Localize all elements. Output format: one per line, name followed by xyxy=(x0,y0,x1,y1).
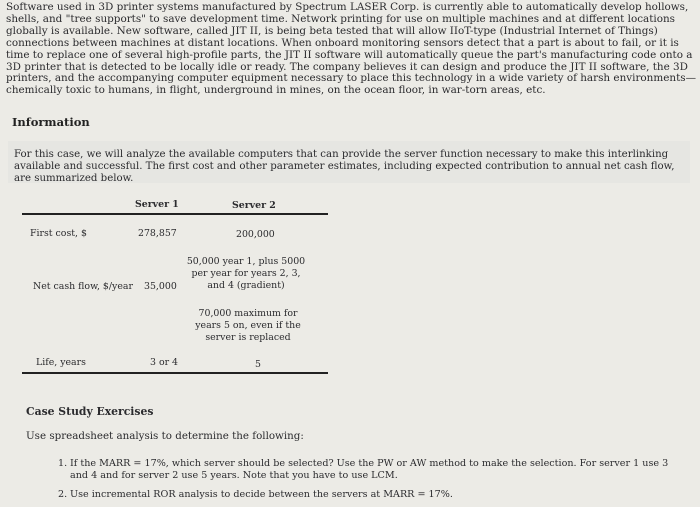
information-box xyxy=(8,141,690,183)
exercise-number: 1. xyxy=(58,458,68,469)
net-cash-flow-server-2-maximum: 70,000 maximum for years 5 on, even if the server is replaced xyxy=(195,308,301,343)
exercise-item xyxy=(58,458,688,481)
exercise-text: Use incremental ROR analysis to decide between the servers at MARR = 17%. xyxy=(70,489,453,500)
footer-rule xyxy=(22,372,328,374)
header-server-1: Server 1 xyxy=(135,199,179,210)
life-server-1: 3 or 4 xyxy=(150,357,179,368)
case-study-intro: Use spreadsheet analysis to determine the following: xyxy=(26,430,304,442)
net-cash-flow-server-1: 35,000 xyxy=(144,281,177,292)
first-cost-server-2: 200,000 xyxy=(236,229,275,240)
information-text: For this case, we will analyze the available computers that can provide the server function necessary to make this interlinking available and successful. The first cost and other parameter estimates, including expected contribution to annual net cash flow, are summarized below. xyxy=(14,149,675,184)
information-heading: Information xyxy=(12,115,90,129)
net-cash-flow-server-2-gradient: 50,000 year 1, plus 5000 per year for years 2, 3, and 4 (gradient) xyxy=(186,256,306,291)
server-comparison-table xyxy=(22,197,328,377)
life-server-2: 5 xyxy=(255,359,261,370)
row-label-net-cash-flow: Net cash flow, $/year xyxy=(33,281,133,292)
row-label-first-cost: First cost, $ xyxy=(30,228,87,239)
row-label-life: Life, years xyxy=(36,357,86,368)
exercise-item xyxy=(58,489,688,501)
header-server-2: Server 2 xyxy=(232,200,276,211)
intro-paragraph-block xyxy=(6,2,696,97)
header-rule xyxy=(22,213,328,215)
intro-paragraph: Software used in 3D printer systems manufactured by Spectrum LASER Corp. is currently able to automatically develop hollows, shells, and "tree supports" to save development time. Network printing for use on multiple machines and at different locations globally is available. New software, called JIT II, is being beta tested that will allow IIoT-type (Industrial Internet of Things) connections between machines at distant locations. When onboard monitoring sensors detect that a part is about to fail, or it is time to replace one of several high-profile parts, the JIT II software will automatically queue the part's manufacturing code onto a 3D printer that is detected to be locally idle or ready. The company believes it can design and produce the JIT II software, the 3D printers, and the accompanying computer equipment necessary to place this technology in a wide variety of harsh environments—chemically toxic to humans, in flight, underground in mines, on the ocean floor, in war-torn areas, etc. xyxy=(6,1,696,97)
first-cost-server-1: 278,857 xyxy=(138,228,177,239)
exercise-number: 2. xyxy=(58,489,68,500)
exercise-text: If the MARR = 17%, which server should be selected? Use the PW or AW method to make the selection. For server 1 use 3 and 4 and for server 2 use 5 years. Note that you have to use LCM. xyxy=(70,458,669,481)
case-study-heading: Case Study Exercises xyxy=(26,405,154,418)
